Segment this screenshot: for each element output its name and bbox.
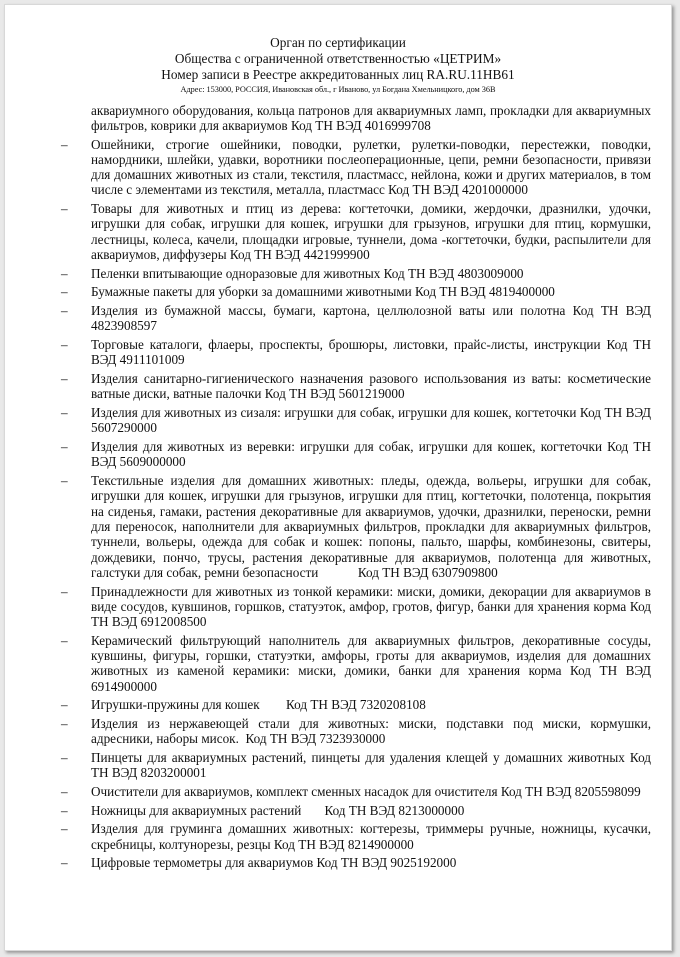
product-list-item [61, 265, 651, 281]
product-list-item [61, 821, 655, 852]
list-dash: – [61, 371, 68, 387]
list-item-text: Бумажные пакеты для уборки за домашними животными Код ТН ВЭД 4819400000 [91, 284, 555, 300]
product-list-item [61, 473, 655, 580]
list-dash: – [61, 337, 68, 353]
product-list-item [61, 405, 655, 436]
list-item-text: Керамический фильтрующий наполнитель для аквариумных фильтров, декоративные сосуды, кувшины, фигуры, горшки, статуэтки, амфоры, гроты для аквариумов, изделия для домашних животных из каменой керамики: миски, домики, банки для хранения корма Код ТН ВЭД 6914900000 [91, 632, 655, 694]
list-dash: – [61, 716, 68, 732]
product-list-item [61, 439, 655, 470]
list-dash: – [61, 583, 68, 599]
product-list-item [61, 337, 655, 368]
list-item-text: Изделия для животных из сизаля: игрушки для собак, игрушки для кошек, когтеточки Код ТН ВЭД 5607290000 [91, 405, 655, 436]
list-dash: – [61, 201, 68, 217]
product-list-item [61, 802, 651, 818]
product-list-item [61, 583, 655, 630]
product-list-item [61, 201, 655, 263]
list-item-text: Изделия из бумажной массы, бумаги, картона, целлюлозной ваты или полотна Код ТН ВЭД 4823908597 [91, 303, 655, 334]
list-item-text: Пеленки впитывающие одноразовые для животных Код ТН ВЭД 4803009000 [91, 265, 524, 281]
list-item-text: Изделия санитарно-гигиенического назначения разового использования из ваты: косметические ватные диски, ватные палочки Код ТН ВЭД 5601219000 [91, 371, 655, 402]
continuation-text: аквариумного оборудования, кольца патронов для аквариумных ламп, прокладки для аквариумных фильтров, коврики для аквариумов Код ТН ВЭД 4016999708 [91, 103, 651, 134]
list-item-text: Товары для животных и птиц из дерева: когтеточки, домики, жердочки, дразнилки, удочки, игрушки для собак, игрушки для кошек, игрушки для грызунов, игрушки для птиц, кормушки, лестницы, колеса, качели, площадки игровые, туннели, дома -когтеточки, будки, распылители для аквариумов, диффузеры Код ТН ВЭД 4421999900 [91, 201, 655, 263]
list-item-text: Принадлежности для животных из тонкой керамики: миски, домики, декорации для аквариумов в виде сосудов, кувшинов, горшков, статуэток, амфор, гротов, фигур, банки для хранения корма Код ТН ВЭД 6912008500 [91, 583, 655, 630]
list-dash: – [61, 821, 68, 837]
list-dash: – [61, 136, 68, 152]
product-list-item [61, 784, 651, 800]
document-page [4, 4, 672, 951]
product-list-item [61, 697, 651, 713]
header-line-3: Номер записи в Реестре аккредитованных лиц RA.RU.11НВ61 [161, 67, 515, 82]
product-list-item [61, 750, 655, 781]
list-item-text: Торговые каталоги, флаеры, проспекты, брошюры, листовки, прайс-листы, инструкции Код ТН ВЭД 4911101009 [91, 337, 655, 368]
list-item-text: Игрушки-пружины для кошек Код ТН ВЭД 7320208108 [91, 697, 426, 713]
list-dash: – [61, 784, 68, 800]
header-address: Адрес: 153000, РОССИЯ, Ивановская обл., г Иваново, ул Богдана Хмельницкого, дом 36В [180, 85, 496, 94]
list-dash: – [61, 439, 68, 455]
list-dash: – [61, 697, 68, 713]
product-list-item [61, 716, 655, 747]
product-items [61, 136, 655, 871]
list-item-text: Изделия для животных из веревки: игрушки для собак, игрушки для кошек, когтеточки Код ТН ВЭД 5609000000 [91, 439, 655, 470]
product-list-item [61, 303, 655, 334]
list-dash: – [61, 632, 68, 648]
list-item-text: Пинцеты для аквариумных растений, пинцеты для удаления клещей у домашних животных Код ТН ВЭД 8203200001 [91, 750, 655, 781]
list-item-text: Изделия из нержавеющей стали для животных: миски, подставки под миски, кормушки, адресники, наборы мисок. Код ТН ВЭД 7323930000 [91, 716, 655, 747]
list-dash: – [61, 303, 68, 319]
list-dash: – [61, 855, 68, 871]
list-item-text: Цифровые термометры для аквариумов Код ТН ВЭД 9025192000 [91, 855, 457, 871]
header-line-1: Орган по сертификации [270, 35, 406, 50]
list-item-text: Ошейники, строгие ошейники, поводки, рулетки, рулетки-поводки, перестежки, поводки, намордники, шлейки, удавки, воротники послеоперационные, цепи, ремни безопасности, привязи для домашних животных из стали, текстиля, пластмасс, нейлона, кожи и других материалов, в том числе с элементами из текстиля, металла, пластмасс Код ТН ВЭД 4201000000 [91, 136, 655, 198]
list-dash: – [61, 284, 68, 300]
list-dash: – [61, 473, 68, 489]
product-list-item [61, 284, 651, 300]
list-dash: – [61, 405, 68, 421]
product-list-item [61, 371, 655, 402]
product-list-item [61, 136, 655, 198]
list-dash: – [61, 265, 68, 281]
list-dash: – [61, 750, 68, 766]
list-item-text: Очистители для аквариумов, комплект сменных насадок для очистителя Код ТН ВЭД 8205598099 [91, 784, 641, 800]
list-item-text: Текстильные изделия для домашних животных: пледы, одежда, вольеры, игрушки для собак, игрушки для кошек, игрушки для грызунов, игрушки для птиц, когтеточки, полотенца, покрытия на сиденья, гамаки, растения декоративные для аквариумов, удочки, дразнилки, переноски, ремни для переносок, наполнители для аквариумных фильтров, прокладки для аквариумных фильтров, туннели, вольеры, одежда для собак и кошек: попоны, пальто, шарфы, комбинезоны, свитеры, дождевики, пончо, трусы, растения декоративные для аквариумов, полотенца для животных, галстуки для собак, ремни безопасности Код ТН ВЭД 6307909800 [91, 473, 655, 580]
list-item-text: Изделия для груминга домашних животных: когтерезы, триммеры ручные, ножницы, кусачки, скребницы, колтунорезы, резцы Код ТН ВЭД 8214900000 [91, 821, 655, 852]
certification-body-header [5, 35, 671, 95]
product-list-item [61, 632, 655, 694]
header-line-2: Общества с ограниченной ответственностью «ЦЕТРИМ» [174, 51, 502, 66]
product-list [61, 103, 655, 874]
list-dash: – [61, 802, 68, 818]
product-list-item [61, 855, 651, 871]
list-item-text: Ножницы для аквариумных растений Код ТН ВЭД 8213000000 [91, 802, 465, 818]
